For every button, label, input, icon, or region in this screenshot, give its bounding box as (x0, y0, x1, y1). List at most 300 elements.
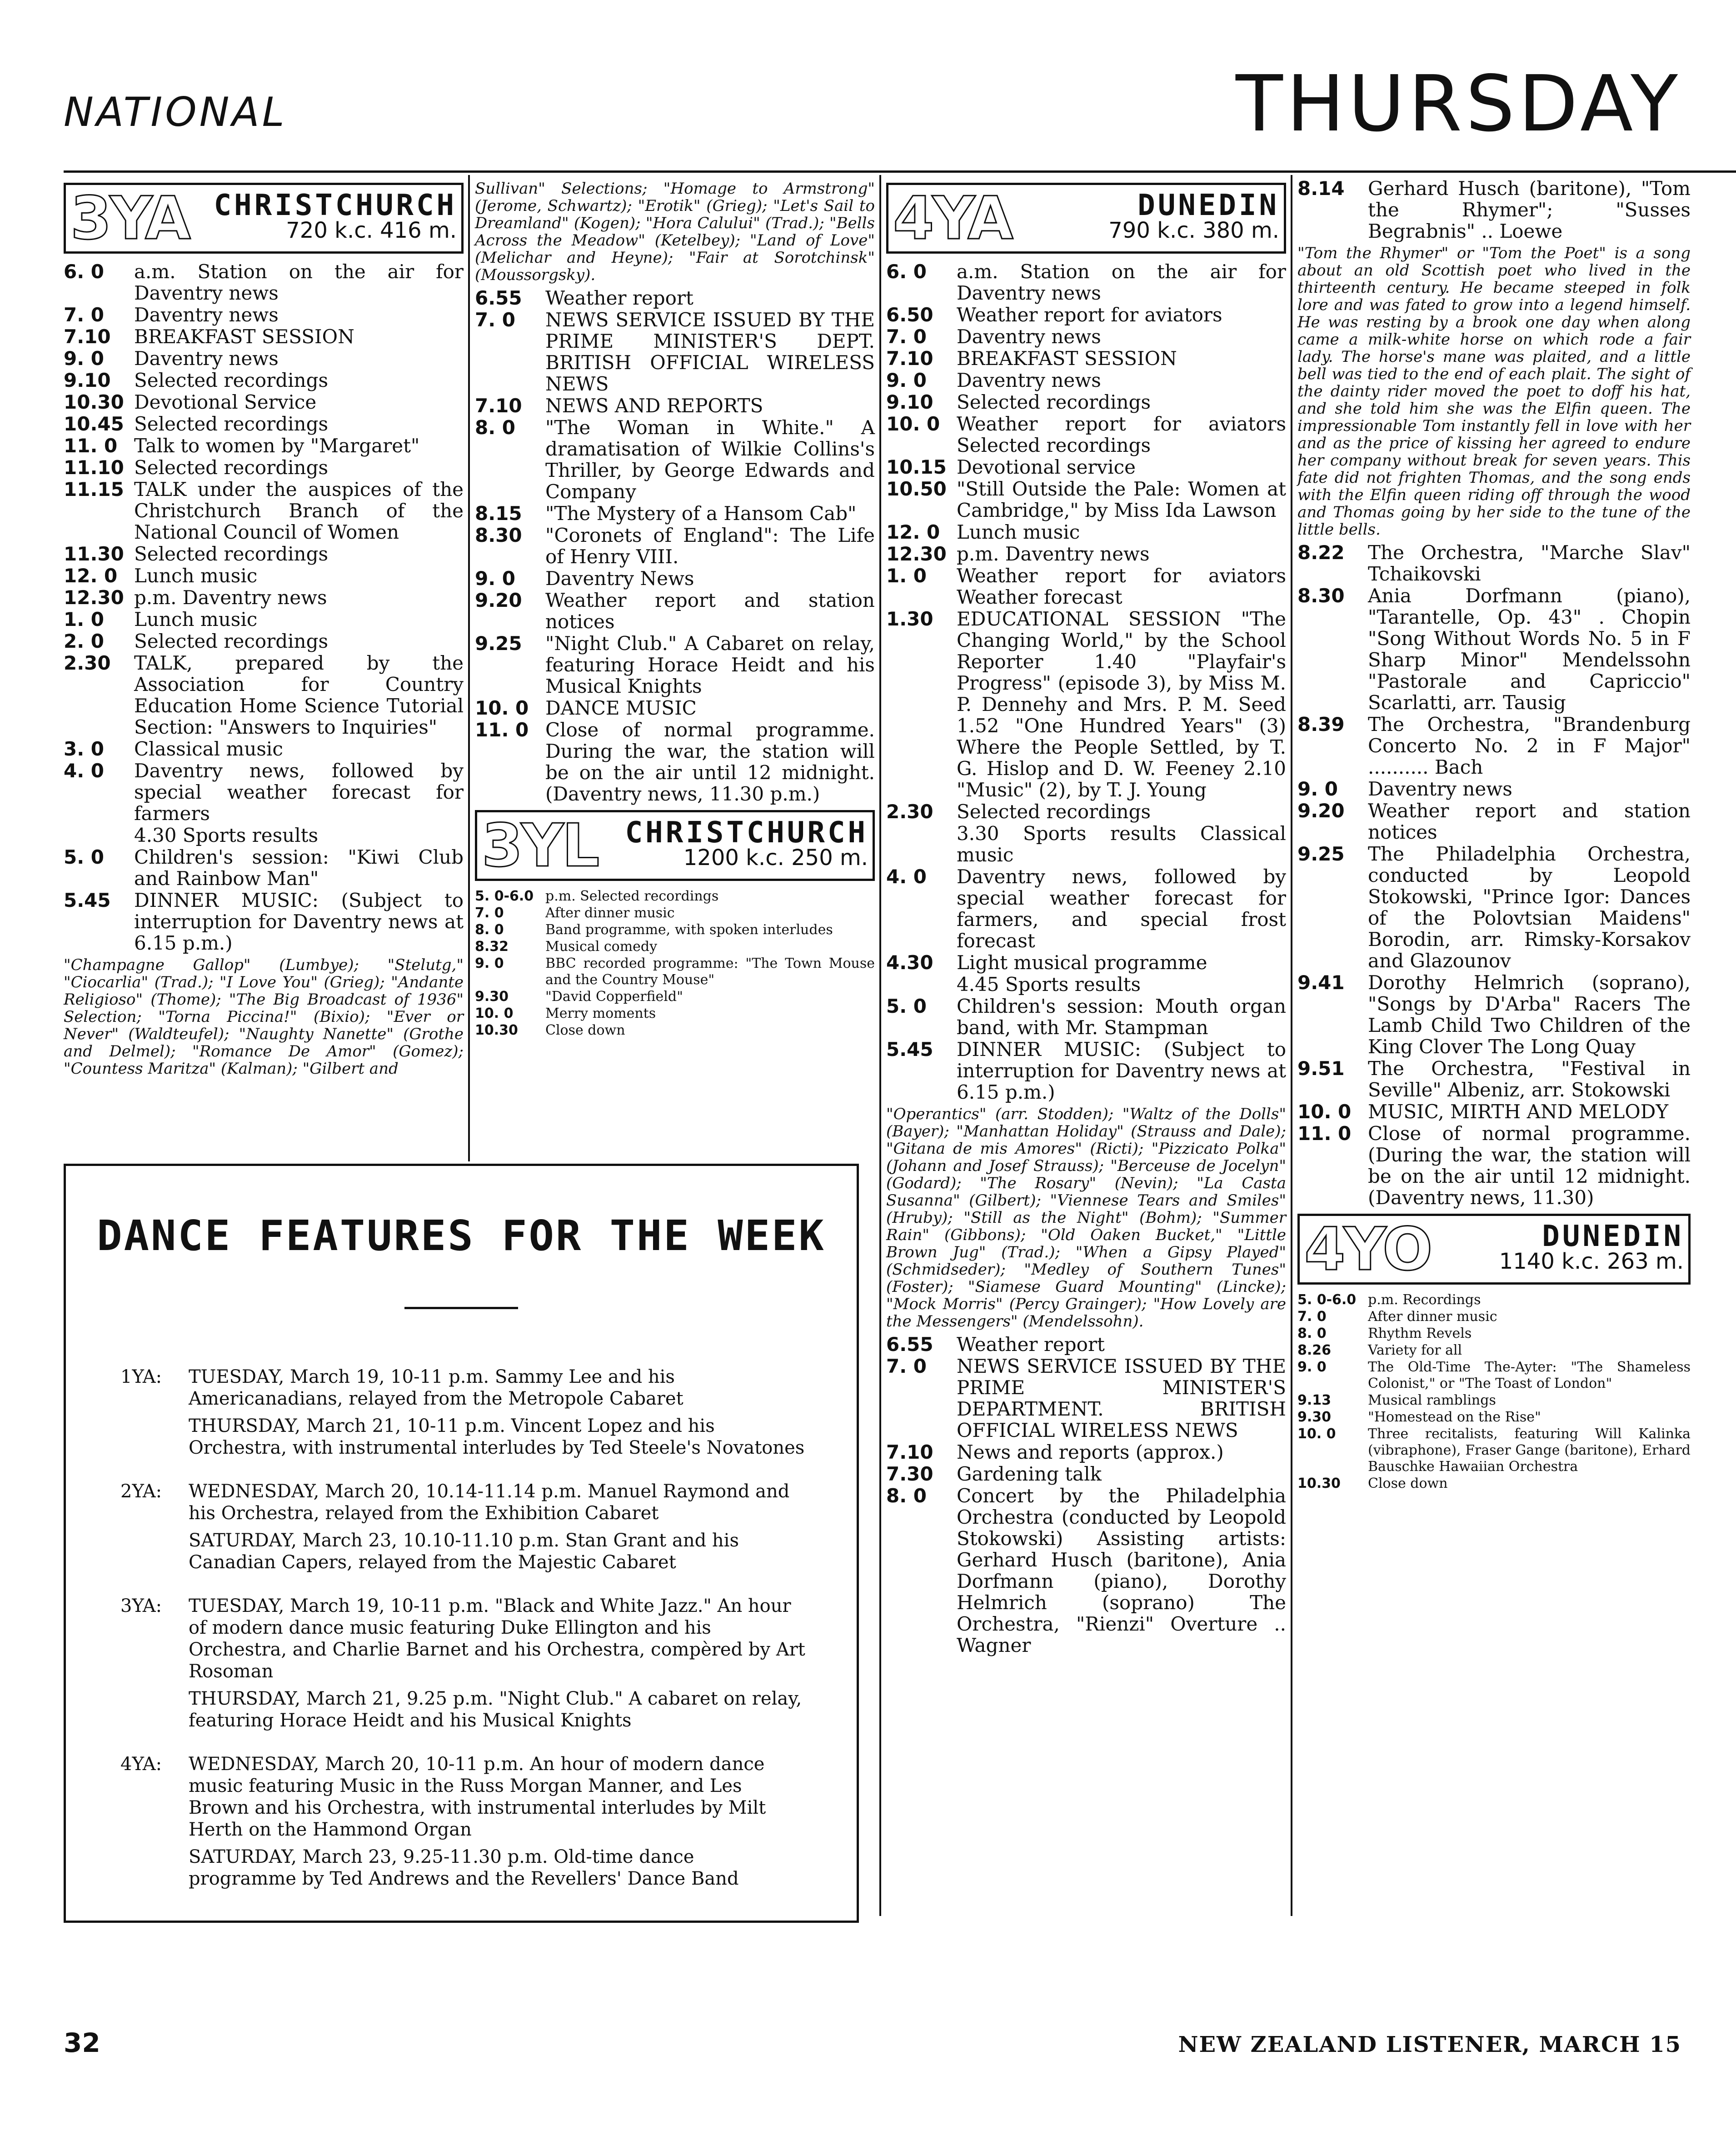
programme-time: 7. 0 (886, 325, 927, 348)
programme-time: 6.50 (886, 304, 933, 326)
programme-time: 5.45 (886, 1038, 933, 1060)
dance-entries (189, 1481, 807, 1579)
programme-time: 7.30 (886, 1463, 933, 1485)
programme-entry (886, 261, 1286, 304)
programme-description: The Orchestra, "Festival in Seville" Albeniz, arr. Stokowski (1368, 1057, 1691, 1101)
programme-entry (475, 287, 875, 309)
programme-entry (64, 846, 464, 889)
dance-entry: WEDNESDAY, March 20, 10.14-11.14 p.m. Manuel Raymond and his Orchestra, relayed from the Exhibition Cabaret (189, 1481, 790, 1524)
station-info (1438, 1220, 1684, 1274)
programme-entry (1297, 972, 1691, 1057)
programme-entry (1297, 178, 1691, 242)
programme-description: MUSIC, MIRTH AND MELODY (1368, 1101, 1669, 1123)
programme-entry (886, 370, 1286, 391)
programme-time: 7. 0 (475, 309, 516, 331)
programme-time: 8.22 (1297, 541, 1345, 564)
programme-description: 4.30 Sports results (134, 824, 319, 846)
programme-description: Devotional Service (134, 391, 317, 413)
dance-entry: SATURDAY, March 23, 9.25-11.30 p.m. Old-time dance programme by Ted Andrews and the Revellers' Dance Band (189, 1846, 739, 1889)
programme-description: After dinner music (1368, 1309, 1497, 1325)
dance-features-box (64, 1164, 859, 1923)
programme-time: 8.32 (475, 939, 509, 955)
station-info (1019, 189, 1279, 243)
programme-description: "David Copperfield" (545, 989, 683, 1005)
publication-footer: NEW ZEALAND LISTENER, MARCH 15 (1178, 2032, 1681, 2057)
programme-time: 7.10 (64, 325, 111, 348)
programme-time: 7. 0 (475, 905, 504, 921)
programme-time: 8.30 (475, 524, 522, 546)
programme-description: The Old-Time The-Ayter: "The Shameless Colonist," or "The Toast of London" (1368, 1359, 1691, 1391)
programme-time: 8. 0 (475, 416, 516, 439)
header-rule (64, 170, 1736, 173)
programme-time: 6. 0 (886, 260, 927, 283)
programme-time: 8. 0 (1297, 1326, 1327, 1341)
programme-time: 9. 0 (1297, 1359, 1327, 1375)
programme-entry (1297, 1309, 1691, 1325)
programme-time: 9.10 (64, 369, 111, 391)
column-3ya (64, 177, 464, 1081)
programme-time: 6.55 (886, 1333, 933, 1356)
programme-description: After dinner music (545, 905, 675, 921)
programme-description: a.m. Station on the air for Daventry news (957, 260, 1286, 304)
programme-time: 11.30 (64, 543, 124, 565)
programme-time (886, 974, 957, 995)
programme-time: 10.45 (64, 413, 124, 435)
programme-description: Lunch music (957, 521, 1080, 543)
programme-description: Weather report for aviators Weather forecast (957, 565, 1286, 608)
programme-description: p.m. Daventry news (134, 586, 327, 609)
dance-station: 1YA: (120, 1366, 162, 1387)
programme-description: Weather report for aviators Selected recordings (957, 413, 1286, 456)
programme-description: Devotional service (957, 456, 1136, 478)
programme-description: NEWS AND REPORTS (545, 395, 763, 417)
programme-entry (475, 989, 875, 1005)
station-header (64, 183, 464, 254)
station-city: CHRISTCHURCH (625, 816, 868, 850)
programme-description: Selected recordings (134, 543, 329, 565)
programme-entry (475, 503, 875, 524)
station-frequency: 790 k.c. 380 m. (1108, 218, 1279, 243)
station-frequency: 720 k.c. 416 m. (286, 218, 457, 243)
programme-entry (64, 652, 464, 738)
day-title: THURSDAY (1236, 59, 1681, 149)
section-label: NATIONAL (64, 89, 287, 135)
programme-entry (1297, 1123, 1691, 1208)
programme-description: Close of normal programme. (During the war, the station will be on the air until 12 midnight. (Daventry news, 11.30) (1368, 1122, 1691, 1209)
programme-description: "The Woman in White." A dramatisation of Wilkie Collins's Thriller, by George Edwards and Company (545, 416, 875, 503)
programme-time: 12.30 (64, 586, 124, 609)
programme-entry (64, 457, 464, 478)
programme-entry (64, 760, 464, 824)
programme-description: Daventry news (1368, 778, 1512, 800)
programme-entry (475, 633, 875, 697)
programme-description: 3.30 Sports results Classical music (957, 822, 1286, 866)
programme-time: 10.15 (886, 456, 947, 478)
music-note: "Operantics" (arr. Stodden); "Waltz of the Dolls" (Bayer); "Manhattan Holiday" (Strauss and Dale); "Gitana de mis Amores" (Ricti); "Pizzicato Polka" (Johann and Josef Strauss); "Berceuse de Jocelyn" (Godard); "The Rosary" (Nevin); "La Casta Susanna" (Gilbert); "Viennese Tears and Smiles" (Hruby); "Still as the Night" (Bohm); "Summer Rain" (Gibbons); "Old Oaken Bucket," "Little Brown Jug" (Trad.); "When a Gipsy Played" (Schmidseder); "Medley of Southern Tunes" (Foster); "Siamese Guard Mounting" (Lincke); "Mock Morris" (Percy Grainger); "How Lovely are the Messengers" (Mendelssohn). (886, 1105, 1286, 1331)
programme-description: EDUCATIONAL SESSION "The Changing World," by the School Reporter 1.40 "Playfair's Progress" (episode 3), by Miss M. P. Dennehy and Mrs. P. M. Seed 1.52 "One Hundred Years" (3) Where the People Settled, by T. G. Hislop and D. W. Feeney 2.10 "Music" (2), by T. J. Young (957, 608, 1286, 801)
programme-time: 8.14 (1297, 177, 1345, 200)
programme-description: Musical ramblings (1368, 1392, 1496, 1408)
programme-entry (1297, 714, 1691, 778)
programme-entry (64, 326, 464, 347)
programme-entry (64, 587, 464, 608)
programme-entry (886, 391, 1286, 413)
programme-time: 8. 0 (475, 922, 504, 938)
programme-entry (475, 939, 875, 955)
programme-time: 9. 0 (64, 347, 105, 370)
programme-time: 11. 0 (64, 435, 118, 457)
programme-time: 10. 0 (475, 697, 529, 719)
station-callsign: 3YL (482, 811, 598, 880)
programme-entry (886, 521, 1286, 543)
station-city: DUNEDIN (1542, 1220, 1684, 1253)
programme-time: 11.15 (64, 478, 124, 500)
station-frequency: 1140 k.c. 263 m. (1499, 1249, 1684, 1274)
programme-time: 5. 0-6.0 (1297, 1292, 1357, 1308)
programme-description: The Orchestra, "Brandenburg Concerto No. 2 in F Major" .......... Bach (1368, 713, 1691, 778)
programme-description: Band programme, with spoken interludes (545, 922, 833, 938)
programme-time: 9.10 (886, 391, 933, 413)
programme-description: Selected recordings (957, 800, 1151, 823)
programme-time: 1.30 (886, 608, 933, 630)
programme-description: Ania Dorfmann (piano), "Tarantelle, Op. 43" . Chopin "Song Without Words No. 5 in F Sharp Minor" Mendelssohn "Pastorale and Capriccio" Scarlatti, arr. Tausig (1368, 585, 1691, 714)
programme-time: 8.30 (1297, 585, 1345, 607)
programme-time: 7.10 (886, 1441, 933, 1463)
programme-entry (64, 565, 464, 586)
programme-time: 9.30 (1297, 1409, 1332, 1425)
programme-entry (64, 304, 464, 325)
programme-entry (64, 370, 464, 391)
programme-description: Gardening talk (957, 1463, 1102, 1485)
programme-time: 11.10 (64, 456, 124, 479)
programme-description: Close down (545, 1022, 625, 1038)
programme-entry (475, 719, 875, 805)
programme-time: 7. 0 (1297, 1309, 1327, 1325)
programme-description: Variety for all (1368, 1342, 1462, 1358)
programme-entry (1297, 1476, 1691, 1492)
programme-description: "Homestead on the Rise" (1368, 1409, 1541, 1425)
column-divider (879, 175, 881, 1916)
programme-entry (64, 391, 464, 413)
programme-time: 2. 0 (64, 630, 105, 652)
programme-time: 7. 0 (886, 1355, 927, 1377)
programme-description: Weather report (957, 1333, 1105, 1356)
programme-description: Merry moments (545, 1005, 656, 1021)
programme-entry (475, 1022, 875, 1039)
programme-description: a.m. Station on the air for Daventry news (134, 260, 464, 304)
dance-entry: TUESDAY, March 19, 10-11 p.m. "Black and White Jazz." An hour of modern dance music featuring Duke Ellington and his Orchestra, and Charlie Barnet and his Orchestra, compèred by Art Rosoman (189, 1596, 805, 1682)
station-callsign: 3YA (70, 184, 189, 253)
programme-description: Selected recordings (134, 369, 329, 391)
programme-description: Selected recordings (134, 456, 329, 479)
dance-entries (189, 1366, 807, 1464)
programme-entry (1297, 843, 1691, 971)
programme-entry (886, 801, 1286, 822)
programme-entry (64, 543, 464, 565)
programme-time: 8.26 (1297, 1342, 1332, 1358)
column-divider (1291, 175, 1292, 1916)
dance-station-row (120, 1366, 807, 1464)
programme-time: 9.51 (1297, 1057, 1345, 1080)
dance-station-row (120, 1481, 807, 1579)
programme-entry (1297, 800, 1691, 843)
programme-description: News and reports (approx.) (957, 1441, 1224, 1463)
programme-description: Close of normal programme. During the war, the station will be on the air until 12 midnight. (Daventry news, 11.30 p.m.) (545, 719, 875, 805)
programme-time: 10.50 (886, 478, 947, 500)
programme-entry (1297, 1359, 1691, 1392)
programme-entry (1297, 1292, 1691, 1308)
dance-station: 2YA: (120, 1481, 162, 1502)
programme-description: NEWS SERVICE ISSUED BY THE PRIME MINISTER'S DEPT. BRITISH OFFICIAL WIRELESS NEWS (545, 309, 875, 395)
programme-entry (64, 435, 464, 456)
programme-entry (1297, 778, 1691, 800)
station-callsign: 4YA (893, 184, 1012, 253)
programme-entry (1297, 1392, 1691, 1409)
programme-time: 8.39 (1297, 713, 1345, 735)
programme-description: Daventry news (134, 304, 279, 326)
programme-entry (64, 738, 464, 760)
programme-entry (475, 905, 875, 921)
programme-description: Lunch music (134, 608, 258, 630)
programme-time: 4. 0 (64, 760, 105, 782)
station-frequency: 1200 k.c. 250 m. (683, 845, 868, 870)
programme-time: 1. 0 (886, 565, 927, 587)
programme-time: 2.30 (64, 652, 111, 674)
programme-description: 4.45 Sports results (957, 973, 1141, 995)
programme-time: 10.30 (64, 391, 124, 413)
programme-time: 5. 0 (886, 995, 927, 1017)
programme-description: DINNER MUSIC: (Subject to interruption for Daventry news at 6.15 p.m.) (957, 1038, 1286, 1103)
programme-description: Daventry news (957, 369, 1101, 391)
programme-description: Selected recordings (957, 391, 1151, 413)
programme-description: Light musical programme (957, 951, 1207, 974)
programme-description: The Orchestra, "Marche Slav" Tchaikovski (1368, 541, 1691, 585)
programme-entry (475, 922, 875, 938)
programme-entry (64, 890, 464, 954)
programme-description: "Coronets of England": The Life of Henry VIII. (545, 524, 875, 568)
dance-entry: THURSDAY, March 21, 10-11 p.m. Vincent Lopez and his Orchestra, with instrumental interludes by Ted Steele's Novatones (189, 1416, 805, 1458)
programme-description: Selected recordings (134, 413, 329, 435)
programme-description: Talk to women by "Margaret" (134, 435, 420, 457)
programme-description: Concert by the Philadelphia Orchestra (conducted by Leopold Stokowski) Assisting artists: Gerhard Husch (baritone), Ania Dorfmann (piano), Dorothy Helmrich (soprano) The Orchestra, "Rienzi" Overture .. Wagner (957, 1485, 1286, 1656)
programme-description: BREAKFAST SESSION (957, 347, 1177, 370)
programme-description: "Still Outside the Pale: Women at Cambridge," by Miss Ida Lawson (957, 478, 1286, 521)
programme-entry (475, 697, 875, 719)
programme-time: 6.55 (475, 287, 522, 309)
programme-entry (886, 608, 1286, 800)
programme-entry (1297, 1409, 1691, 1426)
dance-list (120, 1366, 807, 1911)
programme-time: 11. 0 (475, 719, 529, 741)
programme-description: Daventry news, followed by special weather forecast for farmers (134, 760, 464, 825)
programme-entry (475, 395, 875, 416)
programme-description: Three recitalists, featuring Will Kalinka (vibraphone), Fraser Gange (baritone), Erhard Bauschke Hawaiian Orchestra (1368, 1426, 1691, 1475)
programme-entry (886, 866, 1286, 951)
dance-entry: WEDNESDAY, March 20, 10-11 p.m. An hour of modern dance music featuring Music in the Russ Morgan Manner, and Les Brown and his Orchestra, with instrumental interludes by Milt Herth on the Hammond Organ (189, 1754, 766, 1840)
programme-entry (475, 888, 875, 905)
programme-description: Daventry news (957, 325, 1101, 348)
programme-entry (886, 1485, 1286, 1656)
programme-description: Selected recordings (134, 630, 329, 652)
programme-time: 10.30 (1297, 1476, 1341, 1491)
programme-time: 2.30 (886, 800, 933, 823)
programme-time: 5.45 (64, 889, 111, 911)
station-info (605, 816, 868, 870)
music-note: "Champagne Gallop" (Lumbye); "Stelutg," "Ciocarlia" (Trad.); "I Love You" (Grieg); "Andante Religioso" (Thome); "The Big Broadcast of 1936" Selection; "Torna Piccina!" (Bixio); "Ever or Never" (Waldteufel); "Naughty Nanette" (Grothe and Delmel); "Romance De Amor" (Gomez); "Countess Maritza" (Kalman); "Gilbert and (64, 956, 464, 1078)
programme-entry (1297, 585, 1691, 713)
programme-description: BREAKFAST SESSION (134, 325, 354, 348)
programme-description: BBC recorded programme: "The Town Mouse and the Country Mouse" (545, 955, 875, 988)
programme-entry (886, 456, 1286, 478)
programme-entry (475, 1005, 875, 1022)
programme-description: Children's session: "Kiwi Club and Rainbow Man" (134, 846, 464, 890)
programme-time: 12.30 (886, 543, 947, 565)
programme-time: 9.30 (475, 989, 509, 1005)
programme-description: TALK, prepared by the Association for Country Education Home Science Tutorial Section: "Answers to Inquiries" (134, 652, 464, 738)
programme-description: TALK under the auspices of the Christchurch Branch of the National Council of Women (134, 478, 464, 543)
programme-time: 7.10 (475, 395, 522, 417)
programme-entry (886, 1356, 1286, 1441)
programme-time: 10. 0 (1297, 1426, 1336, 1442)
programme-time: 5. 0-6.0 (475, 888, 534, 904)
programme-entry (64, 348, 464, 369)
dance-station-row (120, 1753, 807, 1895)
programme-description: DANCE MUSIC (545, 697, 697, 719)
programme-time: 9. 0 (886, 369, 927, 391)
programme-time: 10. 0 (475, 1005, 514, 1021)
programme-entry (886, 478, 1286, 521)
programme-entry (886, 543, 1286, 565)
station-callsign: 4YO (1304, 1215, 1431, 1284)
programme-description: "Night Club." A Cabaret on relay, featuring Horace Heidt and his Musical Knights (545, 632, 875, 697)
programme-description: Daventry News (545, 567, 694, 590)
programme-time (886, 823, 957, 865)
programme-time: 9.20 (1297, 800, 1345, 822)
programme-entry (886, 304, 1286, 325)
programme-description: Lunch music (134, 565, 258, 587)
station-header (1297, 1214, 1691, 1285)
column-3ya-cont (475, 177, 875, 1039)
programme-description: Close down (1368, 1476, 1448, 1491)
dance-title: DANCE FEATURES FOR THE WEEK (97, 1211, 826, 1260)
programme-description: NEWS SERVICE ISSUED BY THE PRIME MINISTER'S DEPARTMENT. BRITISH OFFICIAL WIRELESS NEWS (957, 1355, 1286, 1441)
music-note: Sullivan" Selections; "Homage to Armstrong" (Jerome, Schwartz); "Erotik" (Grieg); "Let's Sail to Dreamland" (Kogen); "Hora Calului" (Trad.); "Bells Across the Meadow" (Ketelbey); "Land of Love" (Melichar and Heyne); "Fair at Sorotchinsk" (Moussorgsky). (475, 180, 875, 284)
dance-divider (404, 1307, 518, 1309)
programme-time: 1. 0 (64, 608, 105, 630)
programme-time: 12. 0 (886, 521, 940, 543)
dance-entries (189, 1753, 807, 1895)
dance-entry: TUESDAY, March 19, 10-11 p.m. Sammy Lee and his Americanadians, relayed from the Metropole Cabaret (189, 1366, 683, 1409)
programme-entry (475, 309, 875, 395)
programme-entry (886, 1334, 1286, 1355)
programme-time: 9.20 (475, 589, 522, 611)
programme-time: 8.15 (475, 502, 522, 525)
programme-entry (886, 995, 1286, 1038)
dance-station-row (120, 1595, 807, 1737)
programme-entry (1297, 1342, 1691, 1359)
dance-station: 3YA: (120, 1596, 162, 1616)
station-city: CHRISTCHURCH (214, 189, 457, 222)
programme-description: Rhythm Revels (1368, 1326, 1472, 1341)
programme-description: Weather report and station notices (545, 589, 875, 633)
station-header (475, 810, 875, 881)
column-divider (468, 175, 470, 1161)
music-note: "Tom the Rhymer" or "Tom the Poet" is a song about an old Scottish poet who lived in the thirteenth century. He became steeped in folk lore and was fated to grow into a legend himself. He was resting by a brook one day when along came a milk-white horse on which rode a fair lady. The horse's mane was plaited, and a little bell was tied to the end of each plait. The sight of the dainty rider moved the poet to doff his hat, and she told him she was the Elfin queen. The impressionable Tom instantly fell in love with her and as the price of kissing her agreed to endure her company without break for seven years. This fate did not frighten Thomas, and the song ends with the Elfin queen riding off through the wood and Thomas going by her side to the tune of the little bells. (1297, 244, 1691, 539)
programme-description: Gerhard Husch (baritone), "Tom the Rhymer"; "Susses Begrabnis" .. Loewe (1368, 177, 1691, 242)
programme-time: 9.25 (1297, 843, 1345, 865)
programme-time: 4. 0 (886, 865, 927, 888)
programme-time: 11. 0 (1297, 1122, 1352, 1145)
programme-entry (886, 1039, 1286, 1103)
programme-entry (1297, 1426, 1691, 1475)
programme-description: Daventry news (134, 347, 279, 370)
programme-description: DINNER MUSIC: (Subject to interruption for Daventry news at 6.15 p.m.) (134, 889, 464, 954)
programme-time: 9. 0 (475, 567, 516, 590)
programme-time: 9. 0 (475, 955, 504, 971)
station-info (196, 189, 457, 243)
dance-entries (189, 1595, 807, 1737)
programme-description: p.m. Daventry news (957, 543, 1150, 565)
programme-time: 10. 0 (886, 413, 940, 435)
programme-entry (886, 565, 1286, 608)
programme-entry (475, 568, 875, 589)
programme-time: 9.41 (1297, 971, 1345, 994)
programme-description: Weather report and station notices (1368, 800, 1691, 843)
programme-description: p.m. Recordings (1368, 1292, 1481, 1308)
dance-entry: SATURDAY, March 23, 10.10-11.10 p.m. Stan Grant and his Canadian Capers, relayed from the Majestic Cabaret (189, 1530, 739, 1573)
programme-entry (64, 609, 464, 630)
dance-entry: THURSDAY, March 21, 9.25 p.m. "Night Club." A cabaret on relay, featuring Horace Heidt and his Musical Knights (189, 1688, 802, 1731)
programme-entry (64, 261, 464, 304)
programme-entry (64, 825, 464, 846)
programme-description: Musical comedy (545, 939, 658, 955)
programme-entry (1297, 1326, 1691, 1342)
programme-entry (64, 479, 464, 543)
programme-entry (475, 525, 875, 567)
programme-entry (886, 1463, 1286, 1485)
programme-description: "The Mystery of a Hansom Cab" (545, 502, 857, 525)
programme-description: Daventry news, followed by special weather forecast for farmers, and special frost forecast (957, 865, 1286, 952)
programme-entry (475, 417, 875, 502)
programme-time (64, 825, 134, 846)
programme-time: 9.25 (475, 632, 522, 655)
programme-time: 3. 0 (64, 738, 105, 760)
programme-entry (886, 1441, 1286, 1463)
column-4ya-cont (1297, 177, 1691, 1492)
programme-entry (886, 326, 1286, 347)
programme-description: p.m. Selected recordings (545, 888, 719, 904)
programme-time: 4.30 (886, 951, 933, 974)
programme-time: 10. 0 (1297, 1101, 1352, 1123)
programme-description: Dorothy Helmrich (soprano), "Songs by D'Arba" Racers The Lamb Child Two Children of the King Clover The Long Quay (1368, 971, 1691, 1058)
programme-time: 7.10 (886, 347, 933, 370)
programme-description: Weather report for aviators (957, 304, 1222, 326)
programme-entry (886, 974, 1286, 995)
programme-time: 6. 0 (64, 260, 105, 283)
programme-description: Classical music (134, 738, 283, 760)
dance-station: 4YA: (120, 1754, 162, 1775)
station-header (886, 183, 1286, 254)
programme-time: 8. 0 (886, 1485, 927, 1507)
page-number: 32 (64, 2027, 100, 2058)
programme-description: Children's session: Mouth organ band, with Mr. Stampman (957, 995, 1286, 1039)
programme-description: Weather report (545, 287, 693, 309)
programme-entry (64, 630, 464, 652)
programme-time: 10.30 (475, 1022, 518, 1038)
programme-entry (886, 413, 1286, 456)
programme-entry (1297, 1101, 1691, 1122)
column-4ya (886, 177, 1286, 1656)
